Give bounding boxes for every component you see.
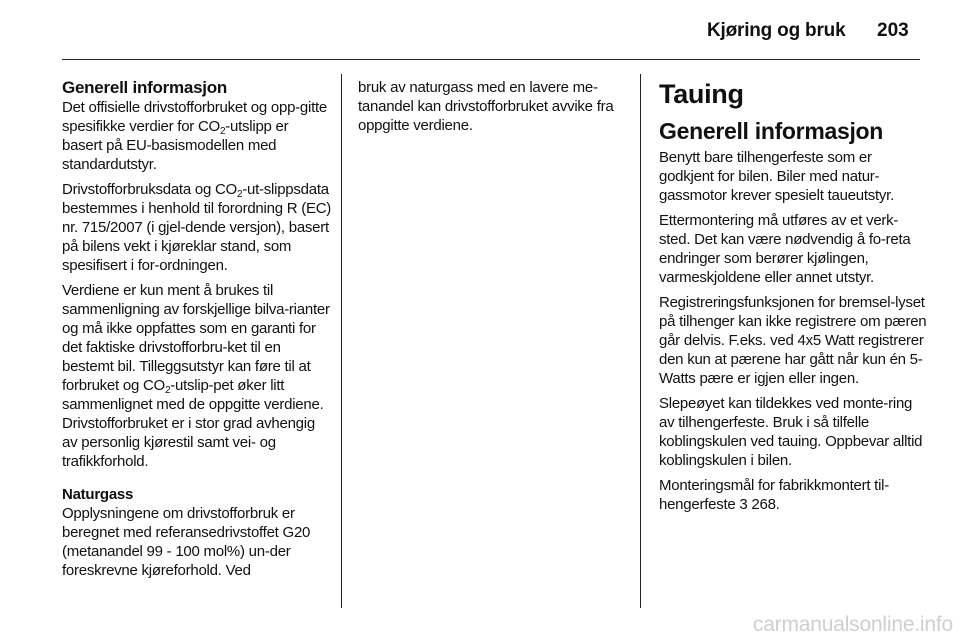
paragraph-mounting-dimensions: Monteringsmål for fabrikkmontert til-hengerfeste 3 268. [659, 477, 889, 513]
column-divider-left [341, 74, 342, 608]
watermark: carmanualsonline.info [752, 613, 953, 636]
subsection-heading-general-info: Generell informasjon [659, 118, 884, 144]
paragraph-natural-gas-continued: bruk av naturgass med en lavere me-tanandel kan drivstofforbruket avvike fra oppgitte verdiene. [358, 79, 614, 134]
section-heading-general-info: Generell informasjon [62, 78, 228, 97]
paragraph-consumption-data: Drivstofforbruksdata og $CO_2-ut$-slippsdata bestemmes i henhold til forordning R (EC) nr. 715/2007 (i gjel-dende versjon), basert på bilens vekt i kjøreklar stand, som spesifisert i for-ordningen. [62, 181, 332, 274]
paragraph-brake-light: Registreringsfunksjonen for bremsel-lyset på tilhenger kan ikke registrere om pæren går delvis. F.eks. ved 4x5 Watt registrerer den kun at pærene har gått når kun én 5-Watts pære er igjen eller ingen. [659, 294, 927, 387]
page-header-title: Kjøring og bruk [707, 20, 846, 41]
paragraph-natural-gas: Opplysningene om drivstofforbruk er beregnet med referansedrivstoffet G20 (metanandel 99 - 100 mol%) un-der foreskrevne kjøreforhold. Ved [62, 505, 311, 579]
column-1 [62, 78, 332, 586]
reference-arrow-icon: 3 [739, 496, 748, 513]
paragraph-comparison-note: Verdiene er kun ment å brukes til sammenligning av forskjellige bilva-rianter og må ikke oppfattes som en garanti for det faktiske drivstofforbru-ket til en bestemt bil. Tilleggsutstyr kan føre til at forbruket og $CO_2-utslip$-pet øker litt sammenlignet med de oppgitte verdiene. Drivstofforbruket er i stor grad avhengig av personlig kjørestil samt vei- og trafikkforhold. [62, 282, 330, 470]
column-3 [659, 78, 929, 520]
subheading-natural-gas: Naturgass [62, 486, 134, 503]
paragraph-official-consumption: Det offisielle drivstofforbruket og opp-gitte spesifikke verdier for $CO_2$-utslipp er basert på EU-basismodellen med standardutstyr. [62, 99, 328, 173]
paragraph-retrofit: Ettermontering må utføres av et verk-sted. Det kan være nødvendig å fo-reta endringer som berører kjølingen, varmeskjoldene eller annet utstyr. [659, 212, 911, 286]
column-divider-right [640, 74, 641, 608]
page-number: 203 [877, 20, 909, 41]
section-heading-towing: Tauing [659, 79, 744, 109]
header-divider [62, 59, 920, 60]
column-2 [358, 78, 628, 141]
paragraph-approved-hitch: Benytt bare tilhengerfeste som er godkjent for bilen. Biler med natur-gassmotor krever spesielt taueutstyr. [659, 149, 895, 204]
paragraph-towing-eye: Slepeøyet kan tildekkes ved monte-ring av tilhengerfeste. Bruk i så tilfelle koblingskulen ved tauing. Oppbevar alltid koblingskulen i bilen. [659, 395, 923, 469]
page-reference-link[interactable]: 3 268. [739, 496, 780, 513]
